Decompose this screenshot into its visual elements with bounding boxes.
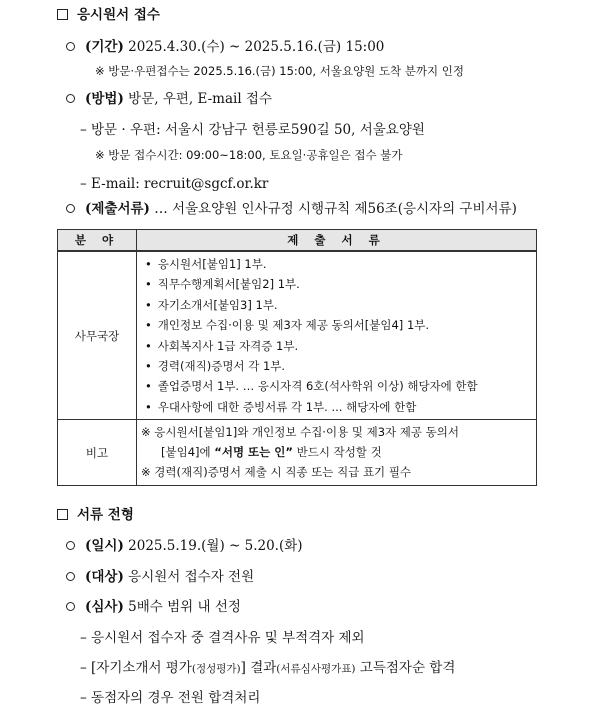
remark-line: ※ 경력(재직)증명서 제출 시 직종 또는 직급 표기 필수 [141, 465, 412, 480]
category-cell: 사무국장 [58, 251, 137, 420]
header-documents: 제 출 서 류 [137, 230, 537, 252]
list-item: • 경력(재직)증명서 각 1부. [145, 356, 536, 376]
visit-note: ※ 방문 접수시간: 09:00~18:00, 토요일·공휴일은 접수 불가 [95, 148, 403, 162]
square-bullet-icon [57, 9, 68, 20]
square-bullet-icon [57, 509, 68, 520]
date-line: (일시) 2025.5.19.(월) ~ 5.20.(화) [66, 537, 303, 555]
remark-note [137, 420, 536, 485]
list-item: • 우대사항에 대한 증빙서류 각 1부. ... 해당자에 한함 [145, 397, 536, 417]
documents-table [57, 229, 537, 486]
period-note: ※ 방문·우편접수는 2025.5.16.(금) 15:00, 서울요양원 도착 분까지 인정 [95, 64, 465, 78]
review-line: (심사) 5배수 범위 내 선정 [66, 598, 241, 616]
list-item: • 졸업증명서 1부. … 응시자격 6호(석사학위 이상) 해당자에 한함 [145, 376, 536, 396]
remark-cell [137, 420, 537, 486]
table-row [58, 420, 537, 486]
document-list [137, 252, 536, 419]
circle-bullet-icon [66, 541, 75, 550]
list-item: • 개인정보 수집·이용 및 제3자 제공 동의서[붙임4] 1부. [145, 315, 536, 335]
table-row [58, 251, 537, 420]
circle-bullet-icon [66, 94, 75, 103]
list-item: • 사회복지사 1급 자격증 1부. [145, 336, 536, 356]
period-line: (기간) 2025.4.30.(수) ~ 2025.5.16.(금) 15:00 [66, 38, 384, 56]
circle-bullet-icon [66, 204, 75, 213]
list-item: • 자기소개서[붙임3] 1부. [145, 295, 536, 315]
header-field: 분 야 [58, 230, 137, 252]
items-cell [137, 251, 537, 420]
circle-bullet-icon [66, 572, 75, 581]
section-title-screening: 서류 전형 [57, 506, 134, 524]
criteria-line: – 응시원서 접수자 중 결격사유 및 부적격자 제외 [80, 630, 365, 646]
table-header-row [58, 230, 537, 252]
list-item: • 응시원서[붙임1] 1부. [145, 254, 536, 274]
section-title-application: 응시원서 접수 [57, 6, 160, 24]
visit-line: – 방문 · 우편: 서울시 강남구 헌릉로590길 50, 서울요양원 [80, 122, 425, 138]
email-line: – E-mail: recruit@sgcf.or.kr [80, 176, 269, 192]
method-line: (방법) 방문, 우편, E-mail 접수 [66, 90, 272, 108]
remark-line: [붙임4]에 “서명 또는 인” 반드시 작성할 것 [161, 445, 382, 460]
remark-line: ※ 응시원서[붙임1]와 개인정보 수집·이용 및 제3자 제공 동의서 [141, 425, 459, 440]
remark-emphasis: “서명 또는 인” [214, 445, 293, 460]
circle-bullet-icon [66, 602, 75, 611]
target-line: (대상) 응시원서 접수자 전원 [66, 568, 254, 586]
criteria-line: – [자기소개서 평가(정성평가)] 결과(서류심사평가표) 고득점자순 합격 [80, 660, 456, 676]
list-item: • 직무수행계획서[붙임2] 1부. [145, 274, 536, 294]
criteria-line: – 동점자의 경우 전원 합격처리 [80, 690, 261, 706]
docs-line: (제출서류) … 서울요양원 인사규정 시행규칙 제56조(응시자의 구비서류) [66, 200, 517, 218]
remark-label-cell: 비고 [58, 420, 137, 486]
circle-bullet-icon [66, 42, 75, 51]
